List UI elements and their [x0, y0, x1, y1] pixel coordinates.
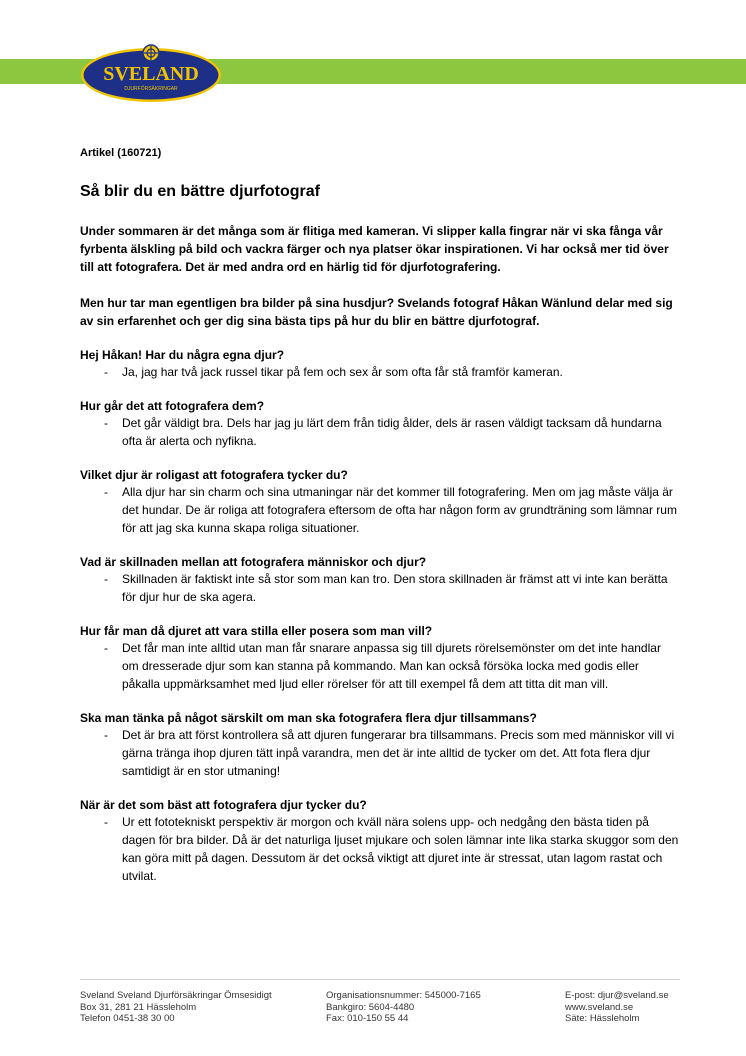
sveland-logo: [79, 42, 223, 104]
logo-subtext: DJURFÖRSÄKRINGAR: [124, 86, 178, 92]
qa-item: [80, 797, 680, 885]
list-dash: -: [104, 365, 108, 379]
sveland-logo-graphic: [79, 42, 223, 104]
list-dash: -: [104, 572, 108, 586]
footer-company-name: Sveland Sveland Djurförsäkringar Ömsesidigt: [80, 990, 272, 1001]
answer-text: Det går väldigt bra. Dels har jag ju lärt dem från tidig ålder, dels är rasen väldigt tacksam då hundarna ofta är alerta och nyfikna.: [122, 416, 662, 448]
answer: [80, 570, 680, 606]
answer-text: Det är bra att först kontrollera så att djuren fungerarar bra tillsammans. Precis som med människor vill vi gärna tränga ihop djuren tätt inpå varandra, men det är inte alltid de tycker om det. Att fota flera djur samtidigt är en stor utmaning!: [122, 728, 675, 778]
answer: [80, 414, 680, 450]
footer-email: E-post: djur@sveland.se: [565, 990, 669, 1001]
logo-wordmark: SVELAND: [103, 63, 199, 85]
footer-seat: Säte: Hässleholm: [565, 1013, 640, 1024]
question: Hej Håkan! Har du några egna djur?: [80, 348, 285, 362]
qa-item: [80, 398, 680, 450]
answer: [80, 363, 680, 381]
qa-item: [80, 623, 680, 693]
qa-list: [80, 347, 680, 885]
list-dash: -: [104, 728, 108, 742]
answer-text: Skillnaden är faktiskt inte så stor som man kan tro. Den stora skillnaden är främst att vi inte kan berätta för djur hur de ska agera.: [122, 572, 668, 604]
qa-item: [80, 347, 680, 381]
qa-item: [80, 554, 680, 606]
answer-text: Ja, jag har två jack russel tikar på fem och sex år som ofta får stå framför kameran.: [122, 365, 563, 379]
article-title: Så blir du en bättre djurfotograf: [80, 183, 321, 200]
footer-contact: [565, 990, 669, 1025]
question: Vilket djur är roligast att fotografera tycker du?: [80, 468, 348, 482]
answer: [80, 726, 680, 780]
answer-text: Alla djur har sin charm och sina utmaningar när det kommer till fotografering. Men om jag måste välja är det hundar. De är roliga att fotografera eftersom de ofta har någon form av grundträning som lämnar rum för att jag ska kunna skapa roliga situationer.: [122, 485, 677, 535]
footer-fax: Fax: 010-150 55 44: [326, 1013, 409, 1024]
article: [80, 146, 680, 885]
question: Hur får man då djuret att vara stilla eller posera som man vill?: [80, 624, 433, 638]
article-id: Artikel (160721): [80, 147, 162, 159]
footer-numbers: [326, 990, 481, 1025]
intro-paragraph: Under sommaren är det många som är flitiga med kameran. Vi slipper kalla fingrar när vi ska fånga vår fyrbenta älskling på bild och vackra färger och nya platser ökar inspirationen. Vi har också mer tid över till att fotografera. Det är med andra ord en härlig tid för djurfotografering.: [80, 224, 669, 274]
footer-org-number: Organisationsnummer: 545000-7165: [326, 990, 481, 1001]
question: När är det som bäst att fotografera djur tycker du?: [80, 798, 367, 812]
intro-paragraph: Men hur tar man egentligen bra bilder på sina husdjur? Svelands fotograf Håkan Wänlund delar med sig av sin erfarenhet och ger dig sina bästa tips på hur du blir en bättre djurfotograf.: [80, 296, 673, 328]
footer-bankgiro: Bankgiro: 5604-4480: [326, 1001, 415, 1013]
footer-company: [80, 990, 272, 1025]
qa-item: [80, 710, 680, 780]
list-dash: -: [104, 641, 108, 655]
footer-address: Box 31, 281 21 Hässleholm: [80, 1001, 197, 1013]
question: Vad är skillnaden mellan att fotografera människor och djur?: [80, 555, 427, 569]
list-dash: -: [104, 416, 108, 430]
answer-text: Det får man inte alltid utan man får snarare anpassa sig till djurets rörelsemönster om det inte handlar om dresserade djur som kan stanna på kommando. Man kan också försöka locka med godis eller påkalla uppmärksamhet med ljud eller rörelser för att till exempel få dem att titta dit man vill.: [122, 641, 661, 691]
footer-phone: Telefon 0451-38 30 00: [80, 1013, 175, 1024]
answer: [80, 639, 680, 693]
qa-item: [80, 467, 680, 537]
question: Hur går det att fotografera dem?: [80, 399, 265, 413]
answer-text: Ur ett fototekniskt perspektiv är morgon och kväll nära solens upp- och nedgång den bästa tiden på dagen för bra bilder. Då är det naturliga ljuset mjukare och solen lämnar inte lika starka skuggor som den kan göra mitt på dagen. Dessutom är det också viktigt att djuret inte är stressat, utan lagom rastat och utvilat.: [122, 815, 679, 883]
footer-website: www.sveland.se: [565, 1001, 634, 1013]
footer-divider: [80, 979, 680, 980]
answer: [80, 483, 680, 537]
list-dash: -: [104, 815, 108, 829]
question: Ska man tänka på något särskilt om man ska fotografera flera djur tillsammans?: [80, 711, 537, 725]
answer: [80, 813, 680, 885]
list-dash: -: [104, 485, 108, 499]
